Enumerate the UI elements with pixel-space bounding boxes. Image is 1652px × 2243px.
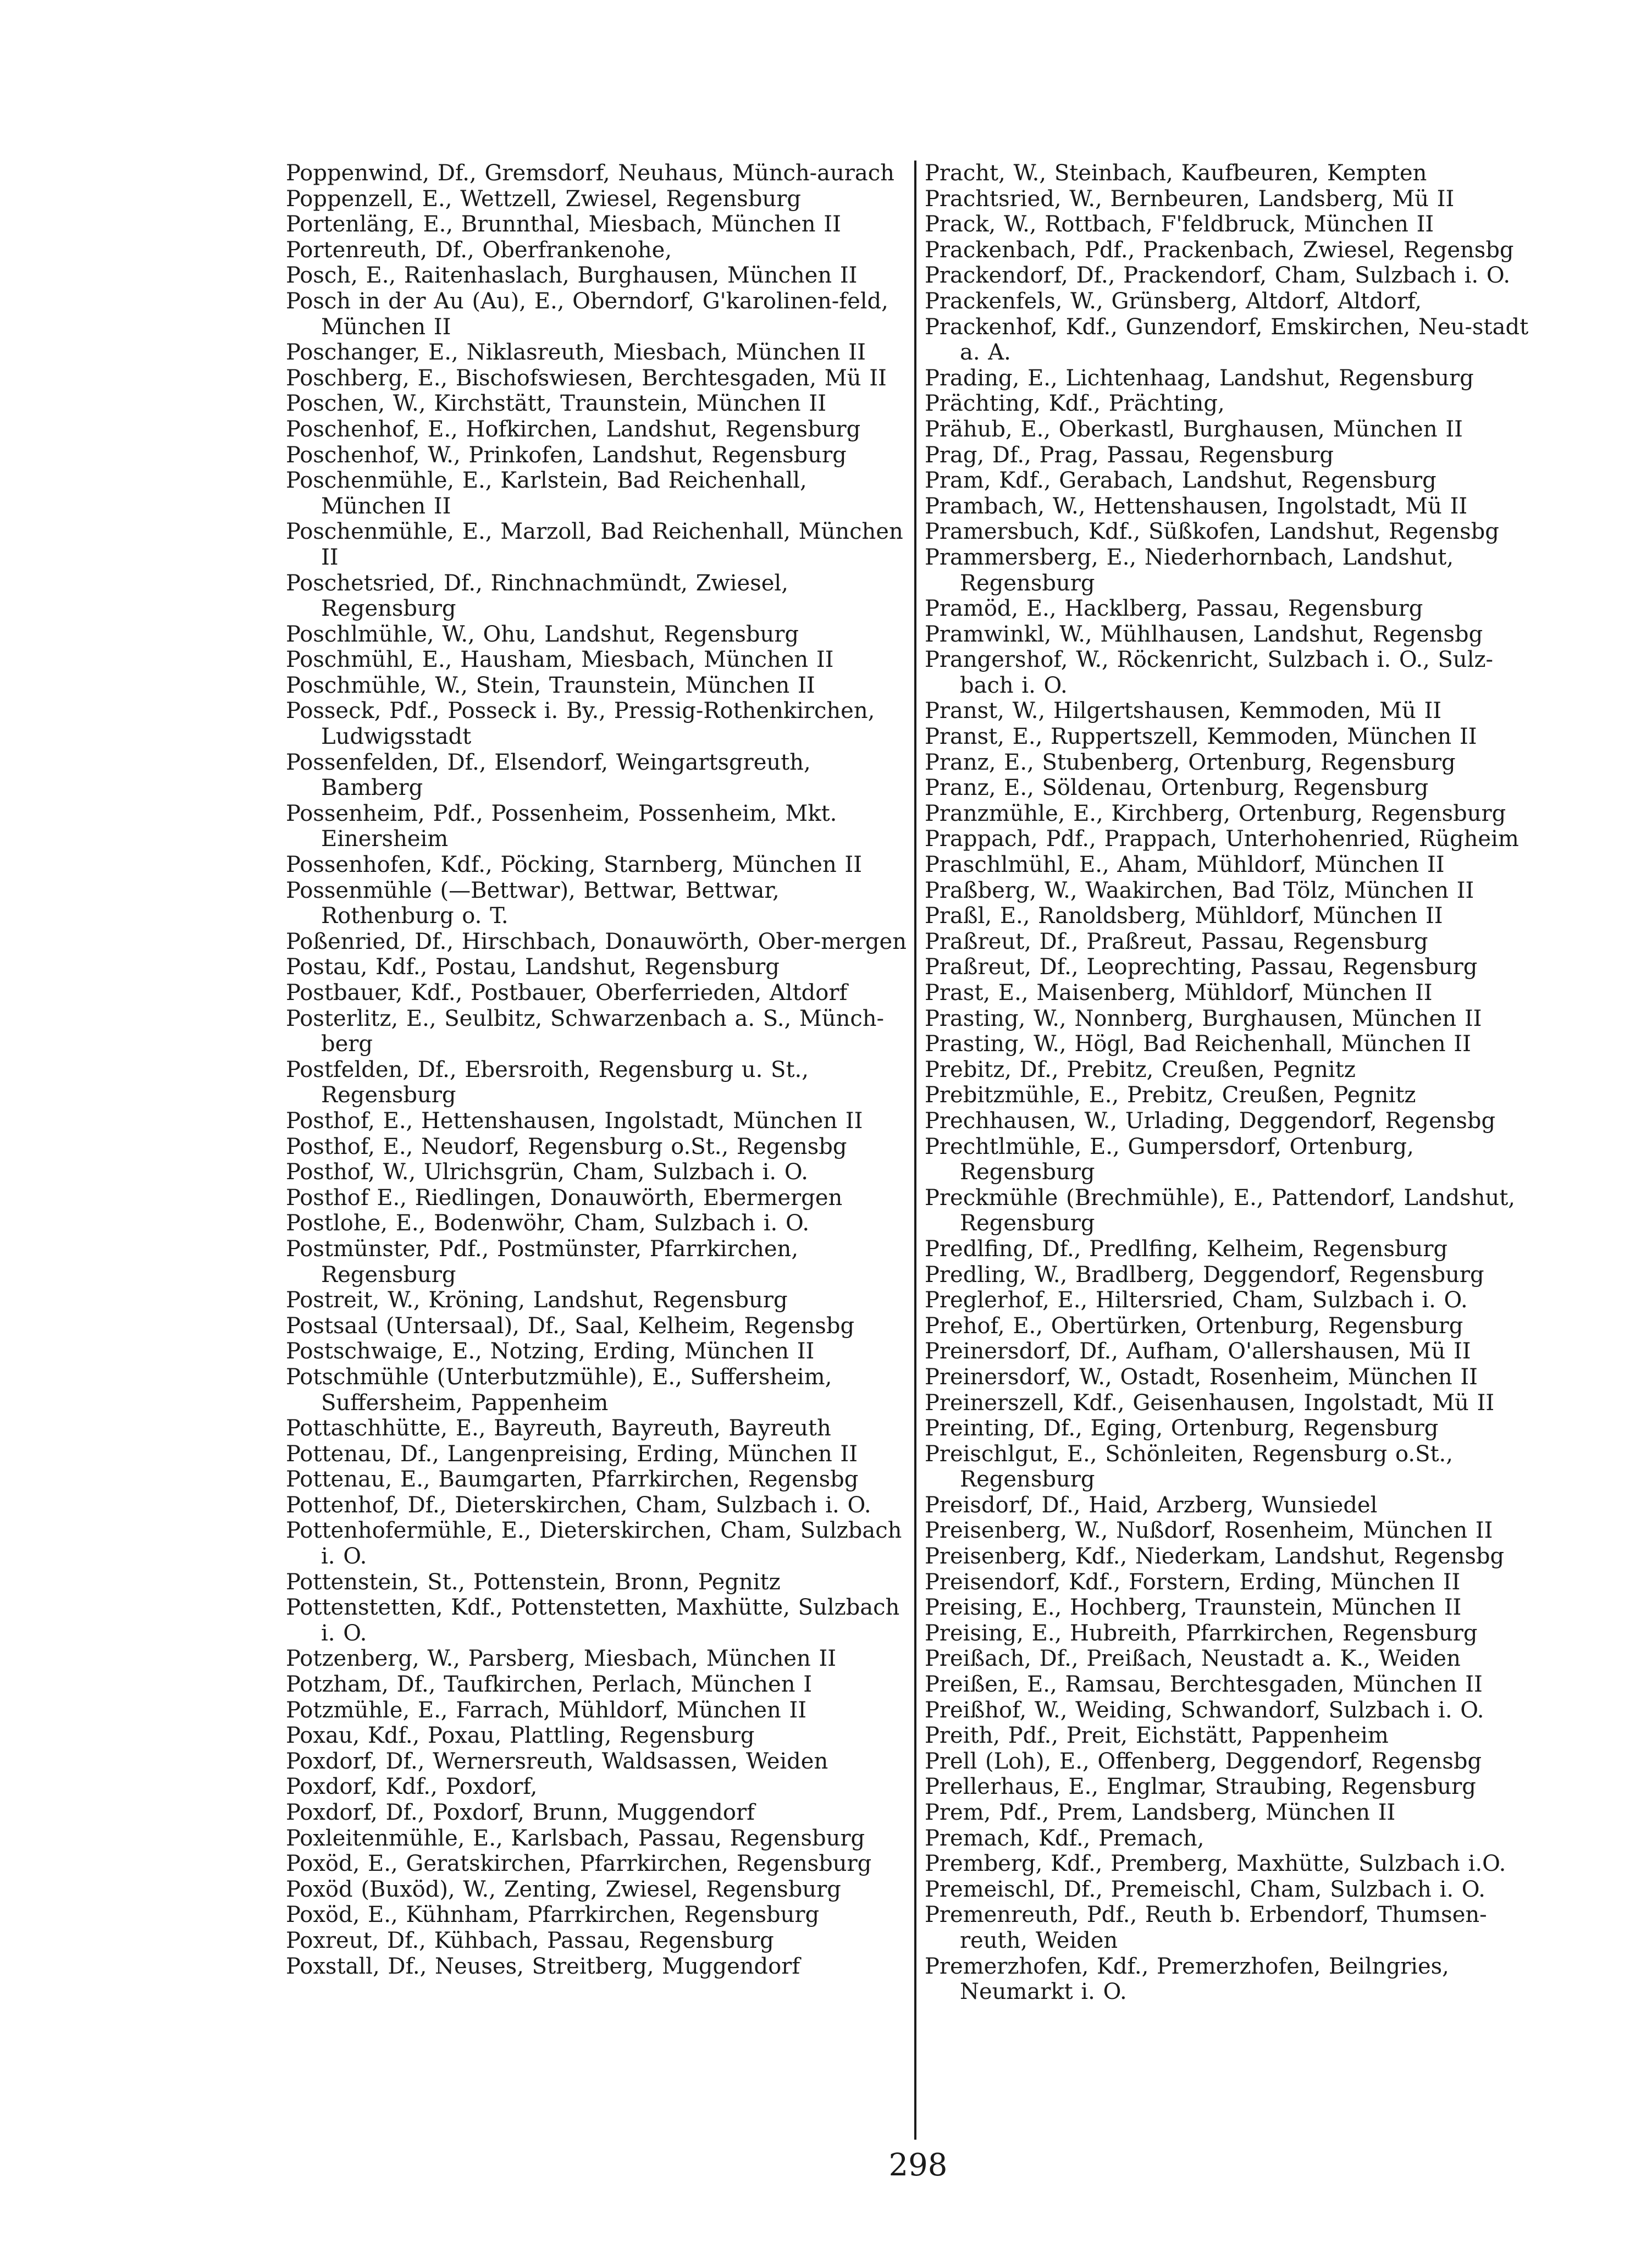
gazetteer-entry: Pramwinkl, W., Mühlhausen, Landshut, Regensbg [925, 621, 1483, 647]
gazetteer-entry: Poschenmühle, E., Marzoll, Bad Reichenhall, München II [286, 519, 903, 570]
gazetteer-entry: Postmünster, Pdf., Postmünster, Pfarrkirchen, Regensburg [286, 1236, 799, 1288]
gazetteer-entry: Prebitz, Df., Prebitz, Creußen, Pegnitz [925, 1057, 1356, 1082]
gazetteer-entry: Preckmühle (Brechmühle), E., Pattendorf, Landshut, Regensburg [925, 1185, 1516, 1236]
gazetteer-entry: Poschenhof, W., Prinkofen, Landshut, Regensburg [286, 442, 847, 468]
gazetteer-entry: Poxstall, Df., Neuses, Streitberg, Muggendorf [286, 1953, 800, 1979]
gazetteer-entry: Postreit, W., Kröning, Landshut, Regensburg [286, 1288, 788, 1313]
gazetteer-entry: Predlfing, Df., Predlfing, Kelheim, Regensburg [925, 1236, 1448, 1262]
gazetteer-entry: Prechtlmühle, E., Gumpersdorf, Ortenburg, Regensburg [925, 1134, 1414, 1185]
gazetteer-entry: Poschmühl, E., Hausham, Miesbach, München II [286, 647, 834, 673]
gazetteer-entry: Prächting, Kdf., Prächting, [925, 391, 1225, 417]
gazetteer-entry: Prellerhaus, E., Englmar, Straubing, Regensburg [925, 1774, 1476, 1800]
gazetteer-entry: Pramersbuch, Kdf., Süßkofen, Landshut, Regensbg [925, 519, 1499, 545]
gazetteer-entry: Posthof, E., Hettenshausen, Ingolstadt, München II [286, 1108, 863, 1134]
gazetteer-entry: Preith, Pdf., Preit, Eichstätt, Pappenheim [925, 1723, 1389, 1749]
gazetteer-entry: Praßberg, W., Waakirchen, Bad Tölz, München II [925, 877, 1474, 903]
gazetteer-entry: Prackenhof, Kdf., Gunzendorf, Emskirchen, Neu-stadt a. A. [925, 314, 1529, 366]
gazetteer-entry: Prebitzmühle, E., Prebitz, Creußen, Pegnitz [925, 1082, 1416, 1108]
gazetteer-entry: Poschenmühle, E., Karlstein, Bad Reichenhall, München II [286, 468, 807, 519]
gazetteer-entry: Pottenau, Df., Langenpreising, Erding, München II [286, 1441, 858, 1467]
gazetteer-entry: Prasting, W., Nonnberg, Burghausen, München II [925, 1006, 1482, 1031]
gazetteer-entry: Prell (Loh), E., Offenberg, Deggendorf, Regensbg [925, 1748, 1482, 1774]
gazetteer-entry: Possenmühle (—Bettwar), Bettwar, Bettwar, Rothenburg o. T. [286, 877, 780, 929]
gazetteer-entry: Prappach, Pdf., Prappach, Unterhohenried, Rügheim [925, 826, 1519, 852]
gazetteer-entry: Pottaschhütte, E., Bayreuth, Bayreuth, Bayreuth [286, 1416, 831, 1441]
gazetteer-entry: Poppenzell, E., Wettzell, Zwiesel, Regensburg [286, 186, 801, 212]
gazetteer-entry: Preinting, Df., Eging, Ortenburg, Regensburg [925, 1416, 1439, 1441]
gazetteer-entry: Preisenberg, W., Nußdorf, Rosenheim, München II [925, 1518, 1493, 1544]
gazetteer-entry: Prangershof, W., Röckenricht, Sulzbach i. O., Sulz-bach i. O. [925, 647, 1494, 698]
gazetteer-entry: Potzham, Df., Taufkirchen, Perlach, München I [286, 1672, 812, 1698]
gazetteer-entry: Poschetsried, Df., Rinchnachmündt, Zwiesel, Regensburg [286, 570, 788, 622]
gazetteer-entry: Prehof, E., Obertürken, Ortenburg, Regensburg [925, 1313, 1463, 1339]
gazetteer-entry: Poxdorf, Kdf., Poxdorf, [286, 1774, 538, 1800]
gazetteer-entry: Posch in der Au (Au), E., Oberndorf, G'karolinen-feld, München II [286, 288, 888, 340]
gazetteer-entry: Posseck, Pdf., Posseck i. By., Pressig-Rothenkirchen, Ludwigsstadt [286, 698, 875, 750]
gazetteer-entry: Prambach, W., Hettenshausen, Ingolstadt, Mü II [925, 493, 1468, 519]
gazetteer-entry: Pram, Kdf., Gerabach, Landshut, Regensburg [925, 468, 1436, 494]
gazetteer-entry: Portenläng, E., Brunnthal, Miesbach, München II [286, 212, 841, 237]
gazetteer-entry: Predling, W., Bradlberg, Deggendorf, Regensburg [925, 1262, 1484, 1288]
gazetteer-entry: Prackenfels, W., Grünsberg, Altdorf, Altdorf, [925, 288, 1422, 314]
gazetteer-entry: Prackenbach, Pdf., Prackenbach, Zwiesel, Regensbg [925, 237, 1514, 263]
gazetteer-entry: Poxöd, E., Kühnham, Pfarrkirchen, Regensburg [286, 1902, 820, 1928]
gazetteer-entry: Pranst, W., Hilgertshausen, Kemmoden, Mü II [925, 698, 1442, 724]
gazetteer-entry: Preisenberg, Kdf., Niederkam, Landshut, Regensbg [925, 1544, 1505, 1570]
gazetteer-entry: Poxdorf, Df., Wernersreuth, Waldsassen, Weiden [286, 1748, 828, 1774]
gazetteer-entry: Pranz, E., Söldenau, Ortenburg, Regensburg [925, 775, 1429, 801]
gazetteer-entry: Possenheim, Pdf., Possenheim, Possenheim, Mkt. Einersheim [286, 800, 837, 852]
right-column [925, 161, 1546, 2005]
gazetteer-entry: Pranst, E., Ruppertszell, Kemmoden, München II [925, 724, 1477, 750]
gazetteer-entry: Prading, E., Lichtenhaag, Landshut, Regensburg [925, 365, 1474, 391]
gazetteer-entry: Posthof, W., Ulrichsgrün, Cham, Sulzbach i. O. [286, 1159, 809, 1185]
gazetteer-entry: Poschlmühle, W., Ohu, Landshut, Regensburg [286, 621, 799, 647]
gazetteer-entry: Praschlmühl, E., Aham, Mühldorf, München II [925, 852, 1445, 878]
gazetteer-entry: Postbauer, Kdf., Postbauer, Oberferrieden, Altdorf [286, 980, 848, 1006]
gazetteer-entry: Potzmühle, E., Farrach, Mühldorf, München II [286, 1697, 807, 1723]
gazetteer-entry: Poschberg, E., Bischofswiesen, Berchtesgaden, Mü II [286, 365, 887, 391]
gazetteer-entry: Pranzmühle, E., Kirchberg, Ortenburg, Regensburg [925, 800, 1506, 826]
gazetteer-entry: Prähub, E., Oberkastl, Burghausen, München II [925, 416, 1463, 442]
gazetteer-entry: Preglerhof, E., Hiltersried, Cham, Sulzbach i. O. [925, 1288, 1468, 1313]
gazetteer-entry: Possenhofen, Kdf., Pöcking, Starnberg, München II [286, 852, 863, 878]
column-divider [914, 161, 916, 2140]
gazetteer-entry: Poxöd (Buxöd), W., Zenting, Zwiesel, Regensburg [286, 1876, 841, 1902]
gazetteer-entry: Prack, W., Rottbach, F'feldbruck, München II [925, 212, 1434, 237]
gazetteer-entry: Prasting, W., Högl, Bad Reichenhall, München II [925, 1031, 1471, 1057]
gazetteer-entry: Poxau, Kdf., Poxau, Plattling, Regensburg [286, 1723, 755, 1749]
gazetteer-entry: Premberg, Kdf., Premberg, Maxhütte, Sulzbach i.O. [925, 1851, 1506, 1877]
gazetteer-entry: Pottenhofermühle, E., Dieterskirchen, Cham, Sulzbach i. O. [286, 1518, 902, 1570]
gazetteer-entry: Poppenwind, Df., Gremsdorf, Neuhaus, Münch-aurach [286, 161, 894, 186]
gazetteer-entry: Preinerszell, Kdf., Geisenhausen, Ingolstadt, Mü II [925, 1390, 1495, 1416]
gazetteer-entry: Poßenried, Df., Hirschbach, Donauwörth, Ober-mergen [286, 929, 907, 954]
gazetteer-entry: Preißen, E., Ramsau, Berchtesgaden, München II [925, 1672, 1483, 1698]
gazetteer-entry: Posthof, E., Neudorf, Regensburg o.St., Regensbg [286, 1134, 847, 1159]
gazetteer-entry: Pranz, E., Stubenberg, Ortenburg, Regensburg [925, 749, 1456, 775]
left-column [286, 161, 907, 1979]
gazetteer-entry: Portenreuth, Df., Oberfrankenohe, [286, 237, 672, 263]
gazetteer-entry: Prachtsried, W., Bernbeuren, Landsberg, Mü II [925, 186, 1455, 212]
gazetteer-entry: Pottenstetten, Kdf., Pottenstetten, Maxhütte, Sulzbach i. O. [286, 1595, 900, 1646]
gazetteer-entry: Preißach, Df., Preißach, Neustadt a. K., Weiden [925, 1646, 1461, 1672]
gazetteer-entry: Postfelden, Df., Ebersroith, Regensburg u. St., Regensburg [286, 1057, 809, 1108]
gazetteer-entry: Prem, Pdf., Prem, Landsberg, München II [925, 1800, 1396, 1825]
gazetteer-entry: Poschmühle, W., Stein, Traunstein, München II [286, 672, 815, 698]
gazetteer-entry: Pracht, W., Steinbach, Kaufbeuren, Kempten [925, 161, 1427, 186]
gazetteer-entry: Prast, E., Maisenberg, Mühldorf, München II [925, 980, 1433, 1006]
gazetteer-entry: Premach, Kdf., Premach, [925, 1825, 1205, 1851]
gazetteer-entry: Prechhausen, W., Urlading, Deggendorf, Regensbg [925, 1108, 1496, 1134]
gazetteer-entry: Posch, E., Raitenhaslach, Burghausen, München II [286, 263, 858, 289]
gazetteer-entry: Premenreuth, Pdf., Reuth b. Erbendorf, Thumsen-reuth, Weiden [925, 1902, 1487, 1953]
gazetteer-entry: Pottenhof, Df., Dieterskirchen, Cham, Sulzbach i. O. [286, 1492, 871, 1518]
gazetteer-entry: Prammersberg, E., Niederhornbach, Landshut, Regensburg [925, 544, 1454, 596]
gazetteer-entry: Praßl, E., Ranoldsberg, Mühldorf, München II [925, 903, 1443, 929]
gazetteer-entry: Praßreut, Df., Praßreut, Passau, Regensburg [925, 929, 1428, 954]
gazetteer-entry: Posterlitz, E., Seulbitz, Schwarzenbach a. S., Münch-berg [286, 1006, 885, 1057]
gazetteer-entry: Postsaal (Untersaal), Df., Saal, Kelheim, Regensbg [286, 1313, 855, 1339]
gazetteer-entry: Poschenhof, E., Hofkirchen, Landshut, Regensburg [286, 416, 861, 442]
gazetteer-entry: Posthof E., Riedlingen, Donauwörth, Ebermergen [286, 1185, 843, 1211]
gazetteer-entry: Poschen, W., Kirchstätt, Traunstein, München II [286, 391, 827, 417]
gazetteer-entry: Possenfelden, Df., Elsendorf, Weingartsgreuth, Bamberg [286, 749, 811, 801]
gazetteer-entry: Praßreut, Df., Leoprechting, Passau, Regensburg [925, 954, 1478, 980]
gazetteer-entry: Prag, Df., Prag, Passau, Regensburg [925, 442, 1334, 468]
gazetteer-entry: Pottenstein, St., Pottenstein, Bronn, Pegnitz [286, 1569, 781, 1595]
gazetteer-entry: Poxleitenmühle, E., Karlsbach, Passau, Regensburg [286, 1825, 865, 1851]
gazetteer-entry: Postau, Kdf., Postau, Landshut, Regensburg [286, 954, 780, 980]
gazetteer-entry: Poxdorf, Df., Poxdorf, Brunn, Muggendorf [286, 1800, 755, 1825]
gazetteer-entry: Preisendorf, Kdf., Forstern, Erding, München II [925, 1569, 1461, 1595]
gazetteer-entry: Premerzhofen, Kdf., Premerzhofen, Beilngries, Neumarkt i. O. [925, 1953, 1449, 2005]
gazetteer-entry: Postschwaige, E., Notzing, Erding, München II [286, 1339, 815, 1364]
gazetteer-entry: Pottenau, E., Baumgarten, Pfarrkirchen, Regensbg [286, 1467, 859, 1493]
gazetteer-entry: Preinersdorf, Df., Aufham, O'allershausen, Mü II [925, 1339, 1471, 1364]
gazetteer-entry: Potzenberg, W., Parsberg, Miesbach, München II [286, 1646, 837, 1672]
gazetteer-entry: Preißhof, W., Weiding, Schwandorf, Sulzbach i. O. [925, 1697, 1484, 1723]
gazetteer-entry: Preinersdorf, W., Ostadt, Rosenheim, München II [925, 1364, 1478, 1390]
gazetteer-entry: Prackendorf, Df., Prackendorf, Cham, Sulzbach i. O. [925, 263, 1511, 289]
page-number: 298 [888, 2147, 948, 2183]
gazetteer-entry: Postlohe, E., Bodenwöhr, Cham, Sulzbach i. O. [286, 1211, 810, 1236]
gazetteer-entry: Potschmühle (Unterbutzmühle), E., Suffersheim, Suffersheim, Pappenheim [286, 1364, 832, 1416]
gazetteer-entry: Preisdorf, Df., Haid, Arzberg, Wunsiedel [925, 1492, 1378, 1518]
gazetteer-entry: Preischlgut, E., Schönleiten, Regensburg o.St., Regensburg [925, 1441, 1453, 1493]
gazetteer-entry: Poxöd, E., Geratskirchen, Pfarrkirchen, Regensburg [286, 1851, 872, 1877]
gazetteer-entry: Preising, E., Hochberg, Traunstein, München II [925, 1595, 1462, 1621]
gazetteer-entry: Pramöd, E., Hacklberg, Passau, Regensburg [925, 596, 1423, 622]
gazetteer-entry: Premeischl, Df., Premeischl, Cham, Sulzbach i. O. [925, 1876, 1485, 1902]
gazetteer-entry: Poxreut, Df., Kühbach, Passau, Regensburg [286, 1927, 774, 1953]
gazetteer-entry: Preising, E., Hubreith, Pfarrkirchen, Regensburg [925, 1620, 1478, 1646]
gazetteer-entry: Poschanger, E., Niklasreuth, Miesbach, München II [286, 340, 866, 366]
